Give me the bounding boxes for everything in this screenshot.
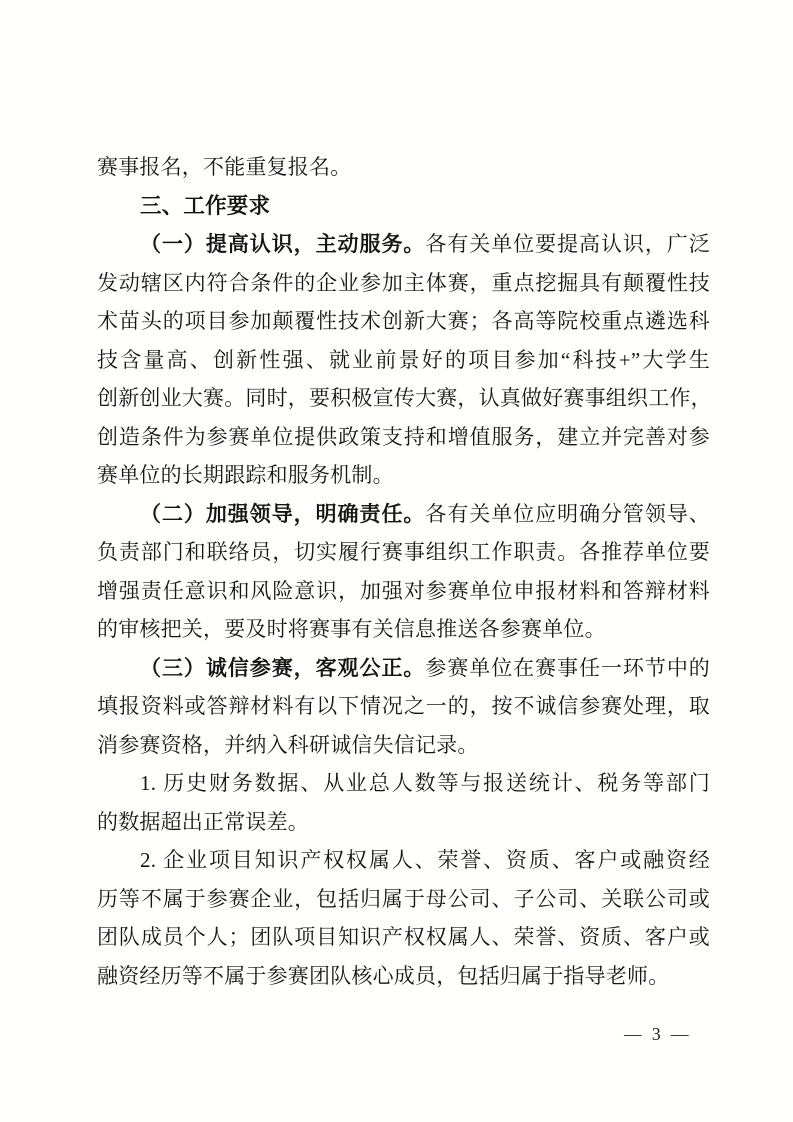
text-line	[97, 302, 710, 341]
body-text: 参赛单位在赛事任一环节中的	[425, 655, 710, 680]
body-text: 1. 历史财务数据、从业总人数等与报送统计、税务等部门	[140, 771, 710, 795]
text-line	[97, 610, 710, 649]
body-text: 消参赛资格，并纳入科研诚信失信记录。	[97, 732, 479, 757]
text-line	[97, 418, 710, 457]
body-text: 负责部门和联络员，切实履行赛事组织工作职责。各推荐单位要	[97, 540, 710, 564]
body-text: 创造条件为参赛单位提供政策支持和增值服务，建立并完善对参	[97, 424, 710, 449]
text-line	[97, 726, 710, 765]
text-line	[97, 918, 710, 957]
body-text: 创新创业大赛。同时，要积极宣传大赛，认真做好赛事组织工作，	[97, 386, 712, 410]
text-line	[97, 764, 710, 803]
text-line	[97, 572, 710, 611]
text-line	[97, 533, 710, 572]
text-line	[97, 841, 710, 880]
body-text: 填报资料或答辩材料有以下情况之一的，按不诚信参赛处理，取	[97, 694, 710, 718]
text-line	[97, 225, 710, 264]
text-line	[97, 148, 710, 187]
body-text: 增强责任意识和风险意识，加强对参赛单位申报材料和答辩材料	[97, 578, 710, 603]
body-text: 发动辖区内符合条件的企业参加主体赛，重点挖掘具有颠覆性技	[97, 270, 710, 295]
document-body	[97, 148, 710, 995]
body-text: 的数据超出正常误差。	[97, 809, 309, 834]
body-text: 历等不属于参赛企业，包括归属于母公司、子公司、关联公司或	[97, 886, 710, 911]
body-text: 各有关单位要提高认识，广泛	[425, 232, 710, 256]
body-text: 2. 企业项目知识产权权属人、荣誉、资质、客户或融资经	[140, 848, 710, 872]
body-text: 团队成员个人；团队项目知识产权权属人、荣誉、资质、客户或	[97, 925, 710, 949]
body-text: 赛事报名，不能重复报名。	[97, 155, 352, 179]
body-text: 技含量高、创新性强、就业前景好的项目参加“科技+”大学生	[97, 347, 710, 372]
text-line	[97, 341, 710, 380]
section-heading	[97, 187, 710, 226]
text-line	[97, 803, 710, 842]
body-text: 术苗头的项目参加颠覆性技术创新大赛；各高等院校重点遴选科	[97, 309, 710, 333]
text-line	[97, 649, 710, 688]
text-line	[97, 687, 710, 726]
subheading-bold-text: （一）提高认识，主动服务。	[140, 232, 426, 256]
text-line	[97, 264, 710, 303]
body-text: 融资经历等不属于参赛团队核心成员，包括归属于指导老师。	[97, 963, 670, 988]
subheading-bold-text: （三）诚信参赛，客观公正。	[140, 655, 426, 680]
body-text: 的审核把关，要及时将赛事有关信息推送各参赛单位。	[97, 617, 606, 641]
body-text: 各有关单位应明确分管领导、	[425, 501, 710, 526]
text-line	[97, 456, 710, 495]
subheading-bold-text: （二）加强领导，明确责任。	[140, 501, 426, 526]
body-text: 赛单位的长期跟踪和服务机制。	[97, 463, 394, 487]
page-number: — 3 —	[624, 1024, 692, 1044]
heading-text: 三、工作要求	[140, 193, 271, 218]
text-line	[97, 379, 710, 418]
text-line	[97, 495, 710, 534]
text-line	[97, 957, 710, 996]
text-line	[97, 880, 710, 919]
